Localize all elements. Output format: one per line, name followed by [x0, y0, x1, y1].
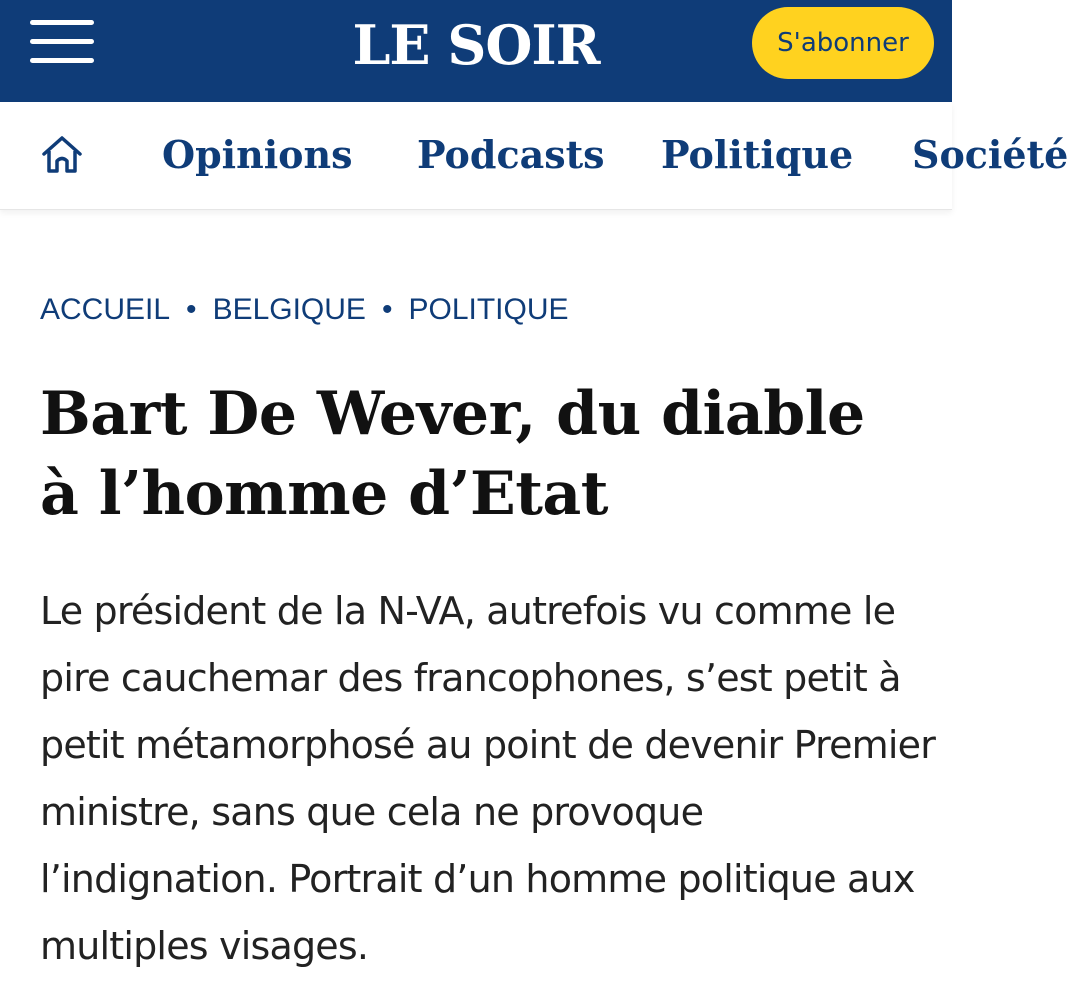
nav-item-opinions[interactable]: Opinions	[162, 132, 353, 177]
section-nav	[0, 102, 1068, 210]
home-icon[interactable]	[40, 134, 84, 176]
site-logo[interactable]: LE SOIR	[352, 13, 600, 77]
breadcrumb-politique[interactable]: POLITIQUE	[408, 293, 569, 326]
breadcrumb-separator: •	[381, 293, 393, 326]
subscribe-button[interactable]: S'abonner	[752, 7, 934, 79]
nav-item-podcasts[interactable]: Podcasts	[417, 132, 605, 177]
nav-item-societe[interactable]: Société	[912, 132, 1068, 177]
breadcrumb	[40, 290, 569, 330]
breadcrumb-belgique[interactable]: BELGIQUE	[212, 293, 366, 326]
nav-item-politique[interactable]: Politique	[661, 132, 854, 177]
breadcrumb-accueil[interactable]: ACCUEIL	[40, 293, 171, 326]
top-bar	[0, 0, 952, 102]
breadcrumb-separator: •	[186, 293, 197, 326]
article-title: Bart De Wever, du diable à l’homme d’Etat	[40, 379, 865, 529]
article-lede: Le président de la N-VA, autrefois vu comme le pire cauchemar des francophones, s’est petit à petit métamorphosé au point de devenir Premier ministre, sans que cela ne provoque l’indignation. Portrait d’un homme politique aux multiples visages.	[40, 589, 936, 968]
